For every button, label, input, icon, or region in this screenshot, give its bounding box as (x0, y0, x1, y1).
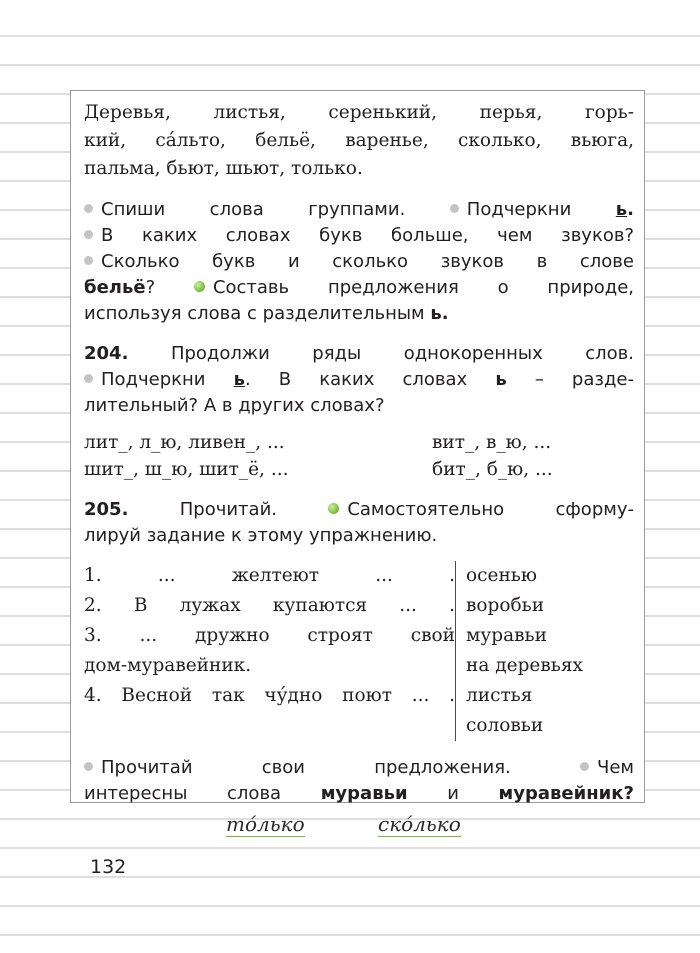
word-option: на деревьях (466, 655, 583, 676)
creative-task-bullet-icon (328, 503, 339, 514)
sentence-line: 2. В лужах купаются ... . (84, 595, 455, 616)
word-list (84, 99, 634, 183)
task-text: Составь предложения о природе, (212, 277, 634, 298)
word-list-line: пальма, бьют, шьют, только. (84, 158, 363, 179)
soft-sign-letter: ь (233, 369, 245, 390)
task-text: Подчеркни (101, 369, 206, 390)
page-number: 132 (90, 856, 127, 878)
task-text: Спиши слова группами. (101, 199, 406, 220)
highlighted-word: муравейник (498, 783, 624, 804)
task-text: Прочитай свои предложения. (101, 757, 511, 778)
task-text: В каких словах букв больше, чем звуков? (101, 225, 634, 246)
task-bullet-icon (450, 204, 459, 213)
final-task: Прочитай свои предложения. Чем интересны слова муравьи и муравейник? (84, 757, 634, 804)
word-option: осенью (466, 565, 537, 586)
word-option: воробьи (466, 595, 545, 616)
sentence-line: 4. Весной так чу́дно поют ... . (84, 685, 455, 706)
word-list-line: кий, са́льто, бельё, варенье, сколько, вьюга, (84, 130, 634, 151)
task-text: Самостоятельно сформу- (347, 499, 634, 520)
word-row: лит_, л_ю, ливен_, ... (84, 432, 285, 453)
task-bullet-icon (580, 762, 589, 771)
task-text: и (447, 783, 459, 804)
highlighted-word: муравьи (320, 783, 408, 804)
task-text: интересны слова (84, 783, 282, 804)
task-text: Продолжи ряды однокоренных слов. (170, 343, 634, 364)
task-text: – разде- (534, 369, 634, 390)
handwriting-word: ско́лько (378, 812, 461, 836)
task-text: лируй задание к этому упражнению. (84, 525, 438, 546)
task-text: Чем (597, 757, 634, 778)
task-bullet-icon (84, 256, 93, 265)
tasks-203: Спиши слова группами. Подчеркни ь. В каких словах букв больше, чем звуков? Сколько букв и сколько звуков в слове бельё? Составь предложения о природе, используя слова с разделительным ь. (84, 199, 634, 324)
word-row: вит_, в_ю, ... (432, 432, 552, 453)
word-row: бит_, б_ю, ... (432, 459, 553, 480)
task-bullet-icon (84, 230, 93, 239)
word-option: муравьи (466, 625, 547, 646)
word-row: шит_, ш_ю, шит_ё, ... (84, 459, 289, 480)
sentence-line: дом-муравейник. (84, 655, 252, 676)
exercise-frame (70, 90, 645, 803)
soft-sign-letter: ь (430, 303, 442, 324)
task-text: лительный? А в других словах? (84, 395, 385, 416)
words-column (456, 561, 583, 741)
task-text: Подчеркни (466, 199, 572, 220)
word-option: соловьи (466, 715, 544, 736)
exercise-number: 204. (84, 343, 129, 364)
task-text: используя слова с разделительным (84, 303, 425, 324)
creative-task-bullet-icon (194, 281, 205, 292)
task-text: Сколько букв и сколько звуков в слове (101, 251, 634, 272)
sentence-column (84, 561, 456, 741)
exercise-number: 205. (84, 499, 129, 520)
sentence-table (84, 561, 634, 741)
soft-sign-letter: ь (615, 199, 628, 220)
sentence-line: 1. ... желтеют ... . (84, 565, 455, 586)
exercise-204 (84, 341, 634, 483)
highlighted-word: бельё (84, 277, 146, 298)
task-bullet-icon (84, 204, 93, 213)
handwriting-word: то́лько (226, 812, 305, 836)
task-bullet-icon (84, 374, 93, 383)
word-rows (84, 429, 634, 483)
task-text: . В каких словах (244, 369, 468, 390)
sentence-line: 3. ... дружно строят свой (84, 625, 455, 646)
task-bullet-icon (84, 762, 93, 771)
word-option: листья (466, 685, 533, 706)
soft-sign-letter: ь (495, 369, 507, 390)
exercise-205 (84, 497, 634, 741)
task-text: Прочитай. (179, 499, 277, 520)
word-list-line: Деревья, листья, серенький, перья, горь- (84, 102, 634, 123)
